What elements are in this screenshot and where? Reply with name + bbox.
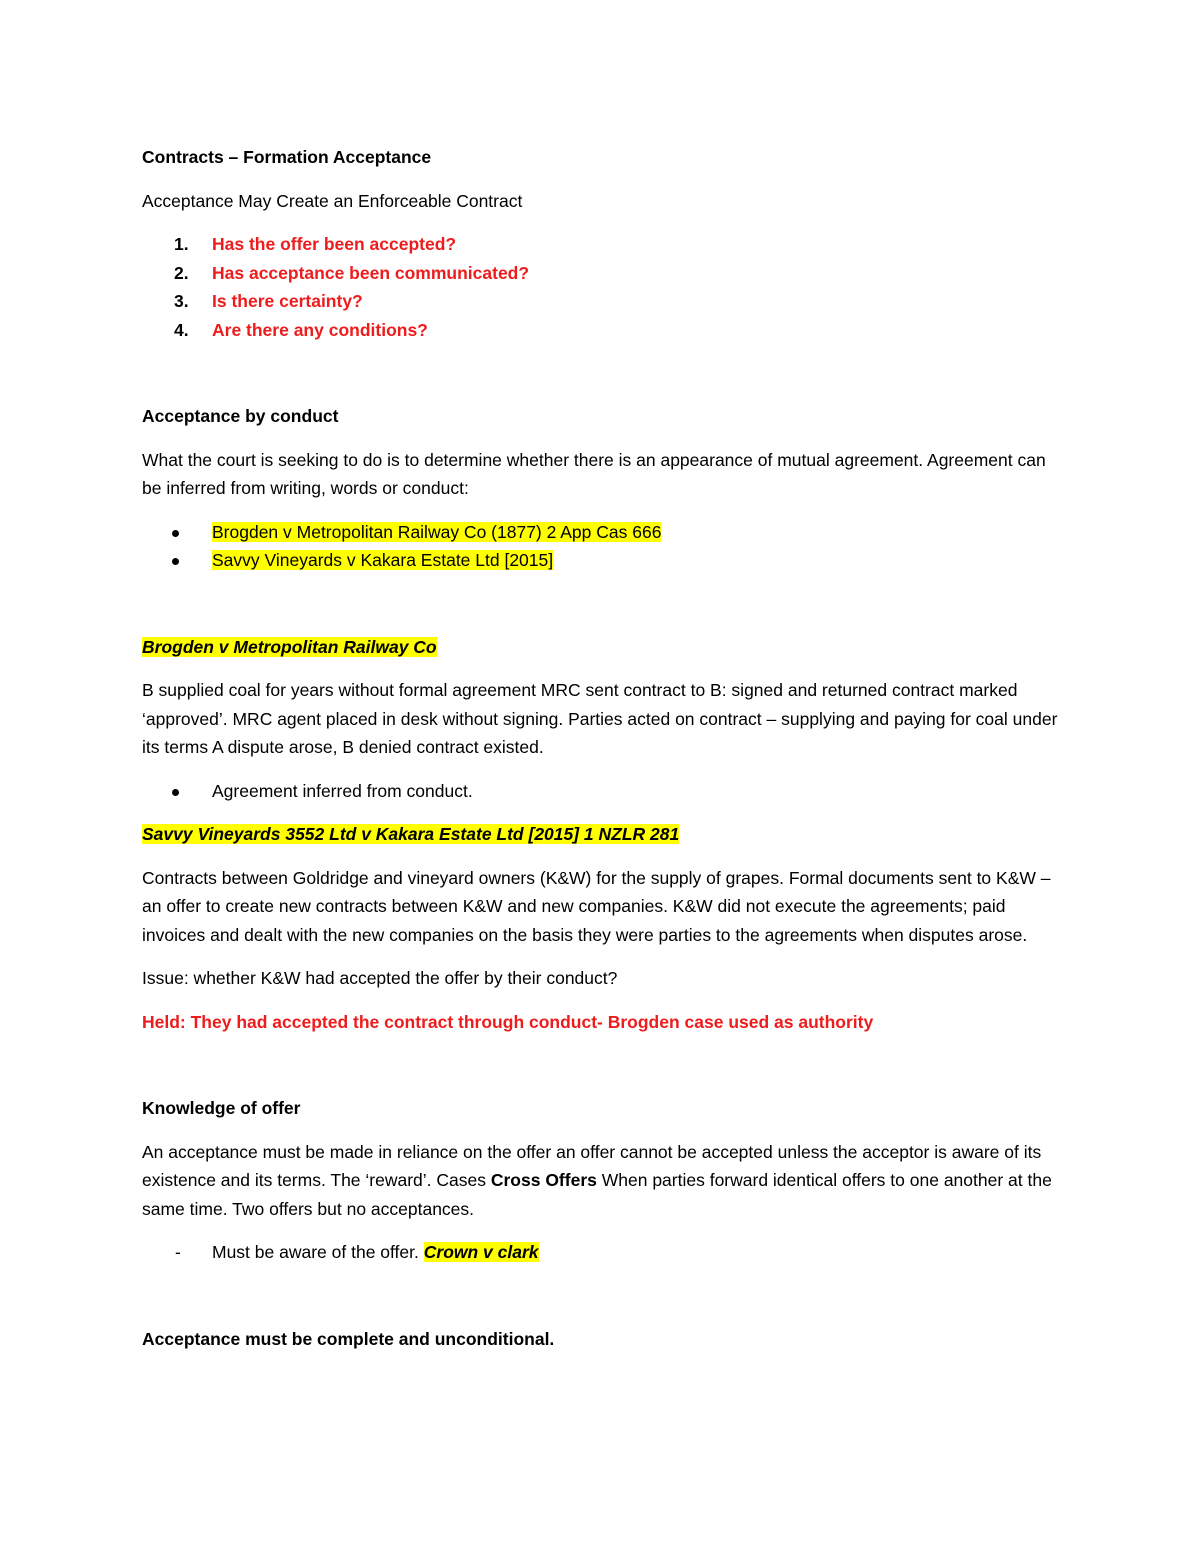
case-list <box>142 518 1062 575</box>
bullet-icon <box>172 530 179 537</box>
brogden-bullets <box>142 777 1062 806</box>
section-heading-knowledge: Knowledge of offer <box>142 1098 301 1118</box>
question-text: Has the offer been accepted? <box>212 234 457 254</box>
list-item: Agreement inferred from conduct. <box>142 777 1062 806</box>
document-title: Contracts – Formation Acceptance <box>142 147 432 167</box>
section-heading-complete: Acceptance must be complete and unconditional. <box>142 1328 555 1349</box>
list-item: 3. Is there certainty? <box>174 291 363 311</box>
savvy-held: Held: They had accepted the contract through conduct- Brogden case used as authority <box>142 1011 874 1032</box>
bullet-icon <box>172 789 179 796</box>
case-citation: Savvy Vineyards v Kakara Estate Ltd [2015] <box>212 550 554 570</box>
brogden-paragraph: B supplied coal for years without formal agreement MRC sent contract to B: signed and returned contract marked ‘approved’. MRC agent placed in desk without signing. Parties acted on contract – supplying and paying for coal under its terms A dispute arose, B denied contract existed. <box>142 680 1058 757</box>
list-item: 1. Has the offer been accepted? <box>174 234 457 254</box>
list-item: - Must be aware of the offer. Crown v clark <box>142 1238 1062 1267</box>
knowledge-list <box>142 1238 1062 1267</box>
case-citation: Brogden v Metropolitan Railway Co (1877) 2 App Cas 666 <box>212 521 662 542</box>
savvy-issue: Issue: whether K&W had accepted the offer by their conduct? <box>142 968 618 988</box>
knowledge-paragraph: An acceptance must be made in reliance on the offer an offer cannot be accepted unless the acceptor is aware of its existence and its terms. The ‘reward’. Cases Cross Offers When parties forward identical offers to one another at the same time. Two offers but no acceptances. <box>142 1141 1052 1219</box>
bullet-icon <box>172 558 179 565</box>
list-item <box>142 546 1062 575</box>
case-heading-savvy: Savvy Vineyards 3552 Ltd v Kakara Estate Ltd [2015] 1 NZLR 281 <box>142 824 680 844</box>
question-text: Is there certainty? <box>212 291 363 311</box>
section-heading-conduct: Acceptance by conduct <box>142 406 339 426</box>
list-item: 4. Are there any conditions? <box>174 319 428 340</box>
list-item: 2. Has acceptance been communicated? <box>174 262 530 283</box>
savvy-paragraph: Contracts between Goldridge and vineyard owners (K&W) for the supply of grapes. Formal documents sent to K&W – an offer to create new contracts between K&W and new companies. K&W did not execute the agreements; paid invoices and dealt with the new companies on the basis they were parties to the agreements when disputes arose. <box>142 867 1051 945</box>
document-subtitle: Acceptance May Create an Enforceable Contract <box>142 190 523 211</box>
question-text: Are there any conditions? <box>212 319 428 340</box>
dash-marker: - <box>175 1242 181 1262</box>
conduct-paragraph: What the court is seeking to do is to determine whether there is an appearance of mutual agreement. Agreement can be inferred from writing, words or conduct: <box>142 449 1046 498</box>
case-citation: Crown v clark <box>423 1242 539 1262</box>
question-list <box>142 230 1062 344</box>
question-text: Has acceptance been communicated? <box>212 262 530 283</box>
case-heading-brogden: Brogden v Metropolitan Railway Co <box>142 636 437 657</box>
list-item <box>142 518 1062 547</box>
document-body <box>142 143 1062 1353</box>
